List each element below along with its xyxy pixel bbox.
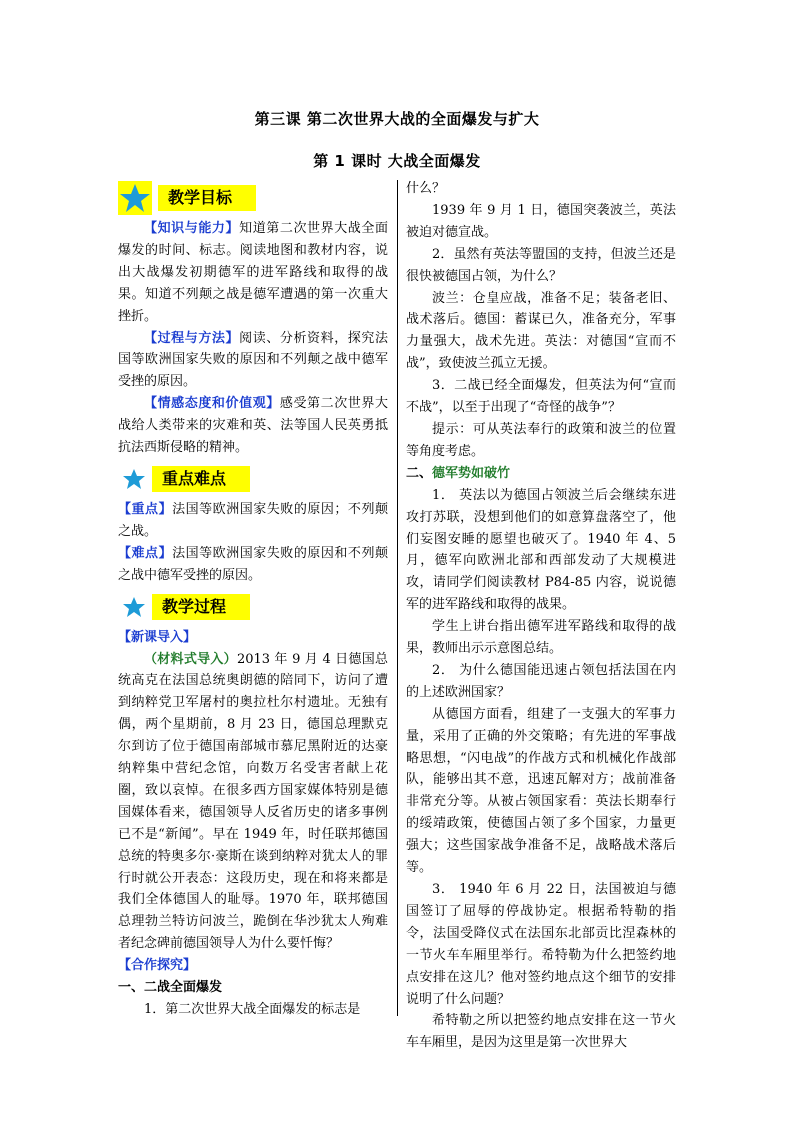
page-title: 第三课 第二次世界大战的全面爆发与扩大 bbox=[254, 110, 540, 128]
section-key bbox=[118, 461, 388, 497]
point-1-answer: 学生上讲台指出德军进军路线和取得的战果，教师出示示意图总结。 bbox=[406, 619, 676, 657]
point-3: 3． 1940 年 6 月 22 日，法国被迫与德国签订了屈辱的停战协定。根据希特勒的指令，法国受降仪式在法国东北部贡比涅森林的一节火车车厢里举行。希特勒为什么把签约地点安排在这儿？他对签约地点这个细节的安排说明了什么问题？ bbox=[406, 882, 676, 1007]
star-icon bbox=[122, 595, 146, 619]
question-1-cont: 什么？ bbox=[406, 181, 446, 196]
coop-label: 【合作探究】 bbox=[118, 958, 197, 974]
process-heading: 教学过程 bbox=[152, 594, 250, 620]
right-column bbox=[406, 178, 676, 1051]
answer-2: 波兰：仓皇应战，准备不足；装备老旧、战术落后。德国：蓄谋已久，准备充分，军事力量强大，战术先进。英法：对德国“宣而不战”，致使波兰孤立无援。 bbox=[406, 290, 676, 372]
process-paragraph: 【过程与方法】阅读、分析资料，探究法国等欧洲国家失败的原因和不列颠之战中德军受挫的原因。 bbox=[118, 330, 388, 390]
question-3: 3．二战已经全面爆发，但英法为何“宣而不战”，以至于出现了“奇怪的战争”？ bbox=[406, 378, 676, 416]
part1-heading: 一、二战全面爆发 bbox=[118, 980, 223, 996]
column-divider bbox=[397, 180, 398, 1016]
material-paragraph: （材料式导入）2013 年 9 月 4 日德国总统高克在法国总统奥朗德的陪同下，访问了遭到纳粹党卫军屠村的奥拉杜尔村遗址。无独有偶，两个星期前，8 月 23 日，德国总理默克尔到访了位于德国南部城市慕尼黑附近的达豪纳粹集中营纪念馆，向数万名受害者献上花圈，致以哀悼。在很多西方国家媒体特别是德国媒体看来，德国领导人反省历史的诸多事例已不是“新闻”。早在 1949 年，时任联邦德国总统的特奥多尔·豪斯在谈到纳粹对犹太人的罪行时就公开表态：这段历史，现在和将来都是我们全体德国人的耻辱。1970 年，联邦德国总理勃兰特访问波兰，跪倒在华沙犹太人殉难者纪念碑前德国领导人为什么要忏悔？ bbox=[118, 651, 388, 952]
key-paragraph: 【重点】法国等欧洲国家失败的原因；不列颠之战。 bbox=[118, 501, 388, 539]
point-2-answer: 从德国方面看，组建了一支强大的军事力量，采用了正确的外交策略；有先进的军事战略思想，“闪电战”的作战方式和机械化作战部队，能够出其不意，迅速瓦解对方；战前准备非常充分等。从被占领国家看：英法长期奉行的绥靖政策，使德国占领了多个国家，力量更强大；这些国家战争准备不足，战略战术落后等。 bbox=[406, 706, 676, 876]
left-column bbox=[118, 178, 388, 1018]
answer-1: 1939 年 9 月 1 日，德国突袭波兰，英法被迫对德宣战。 bbox=[406, 202, 676, 240]
star-icon bbox=[118, 181, 152, 215]
section-goals bbox=[118, 180, 388, 216]
star-icon bbox=[122, 467, 146, 491]
emotion-paragraph: 【情感态度和价值观】感受第二次世界大战给人类带来的灾难和英、法等国人民英勇抵抗法西斯侵略的精神。 bbox=[118, 396, 388, 456]
question-2: 2．虽然有英法等盟国的支持，但波兰还是很快被德国占领，为什么？ bbox=[406, 246, 676, 284]
point-3-answer: 希特勒之所以把签约地点安排在这一节火车车厢里，是因为这里是第一次世界大 bbox=[406, 1013, 676, 1051]
point-2: 2． 为什么德国能迅速占领包括法国在内的上述欧洲国家？ bbox=[406, 662, 676, 700]
part2-heading: 二、德军势如破竹 bbox=[406, 465, 511, 481]
difficult-paragraph: 【难点】法国等欧洲国家失败的原因和不列颠之战中德军受挫的原因。 bbox=[118, 545, 388, 583]
knowledge-paragraph: 【知识与能力】知道第二次世界大战全面爆发的时间、标志。阅读地图和教材内容，说出大战爆发初期德军的进军路线和取得的战果。知道不列颠之战是德军遭遇的第一次重大挫折。 bbox=[118, 221, 388, 324]
intro-label: 【新课导入】 bbox=[118, 629, 197, 645]
point-1: 1． 英法以为德国占领波兰后会继续东进攻打苏联，没想到他们的如意算盘落空了，他们妄图安睡的愿望也破灭了。1940 年 4、5 月，德军向欧洲北部和西部发动了大规模进攻，请同学们阅读教材 P84-85 内容，说说德军的进军路线和取得的战果。 bbox=[406, 487, 676, 613]
hint: 提示：可从英法奉行的政策和波兰的位置等角度考虑。 bbox=[406, 421, 676, 459]
key-heading: 重点难点 bbox=[152, 466, 250, 492]
goals-heading: 教学目标 bbox=[158, 185, 256, 211]
question-1: 1．第二次世界大战全面爆发的标志是 bbox=[144, 1002, 361, 1017]
section-process bbox=[118, 589, 388, 625]
lesson-title: 第 1 课时 大战全面爆发 bbox=[313, 152, 481, 170]
